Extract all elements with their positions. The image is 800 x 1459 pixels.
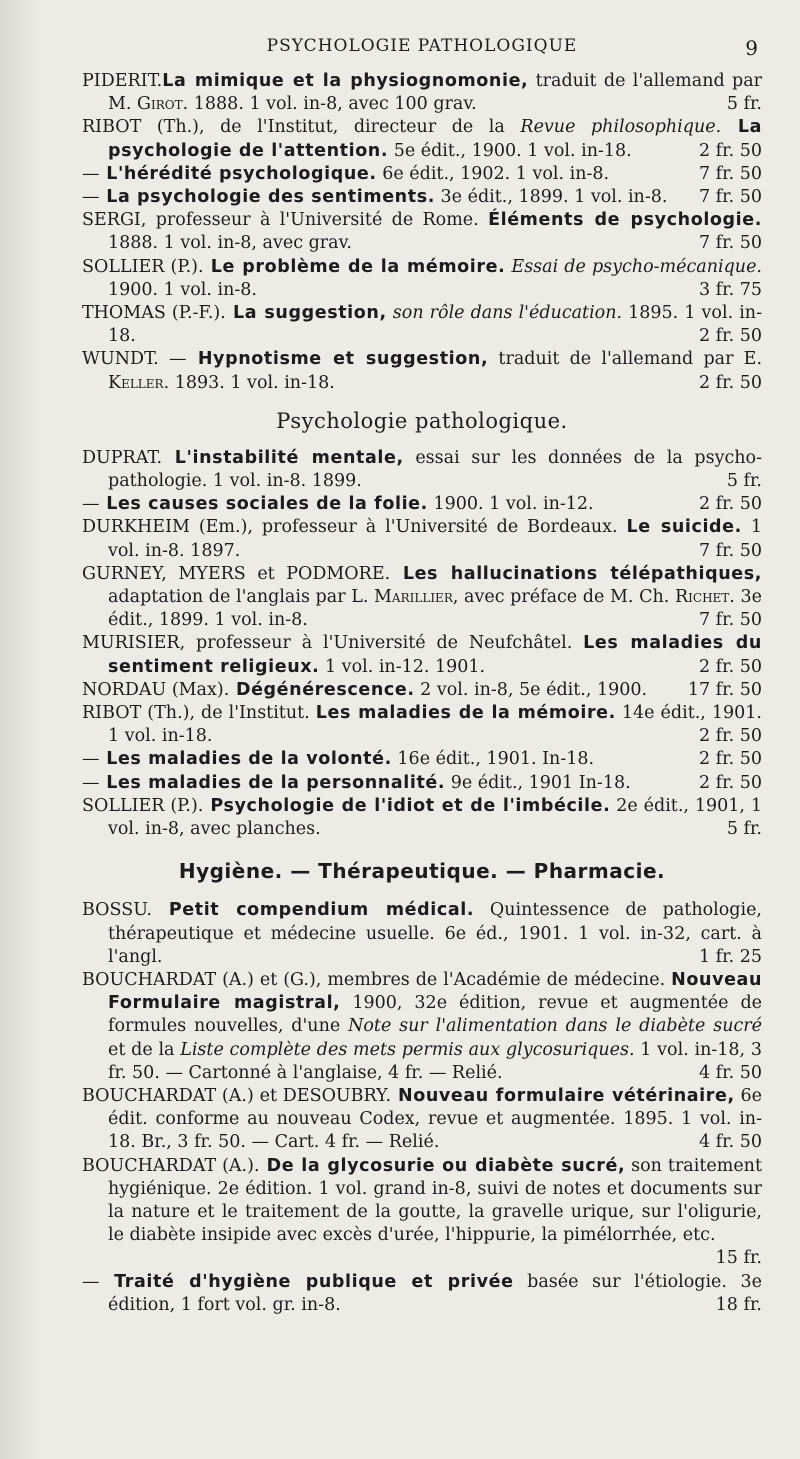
entry-price: 1 fr. 25	[698, 946, 762, 967]
catalogue-entry	[82, 748, 762, 771]
entry-text: 1 vol. in-12. 1901.	[319, 656, 486, 677]
entries-top	[82, 70, 762, 395]
entry-text: traduit de l'allemand par M.	[108, 71, 763, 115]
entry-author: WUNDT. —	[82, 349, 187, 370]
entry-price: 2 fr. 50	[698, 749, 762, 770]
entry-author: SOLLIER (P.).	[82, 256, 204, 277]
entry-title: Petit compendium médical.	[151, 900, 475, 921]
entry-author: —	[82, 494, 100, 515]
catalogue-entry	[82, 679, 762, 702]
entry-title: Les causes sociales de la folie.	[99, 494, 428, 515]
catalogue-entry	[82, 702, 762, 748]
entry-text: son traitement hygiénique. 2e édition. 1 vol. grand in-8, suivi de notes et documents sur la nature et le traitement de la goutte, la gravelle urique, sur l'oligurie, le diabète insipide avec excès d'urée, l'hippurie, la pimélorrhée, etc.	[108, 1155, 762, 1246]
entry-price: 2 fr. 50	[698, 656, 762, 677]
entry-text: professeur à l'Université de Neufchâtel.	[185, 633, 584, 654]
entry-name: Keller	[108, 372, 164, 393]
catalogue-entry	[82, 899, 762, 969]
entry-author: SOLLIER (P.).	[82, 795, 204, 816]
entry-price: 2 fr. 50	[698, 372, 762, 393]
catalogue-entry	[82, 447, 762, 493]
entry-text: professeur à l'Université de Bordeaux.	[252, 517, 627, 538]
catalogue-entry	[82, 772, 762, 795]
entry-price: 2 fr. 50	[698, 494, 762, 515]
entry-price: 5 fr.	[726, 819, 762, 840]
catalogue-entry	[82, 516, 762, 562]
catalogue-entry	[82, 256, 762, 302]
entry-text: . 1888. 1 vol. in-8, avec 100 grav.	[182, 94, 477, 115]
entry-title: Les hallucinations télépathiques,	[390, 563, 762, 584]
section-title-psychologie-pathologique: Psychologie pathologique.	[276, 408, 568, 433]
entry-price: 7 fr. 50	[698, 540, 762, 561]
entry-text: 1 vol. in-18, 3 fr. 50. — Cartonné à l'anglaise, 4 fr. — Relié.	[108, 1039, 762, 1083]
entry-price: 7 fr. 50	[698, 187, 762, 208]
entry-price: 5 fr.	[726, 94, 762, 115]
entry-text: 9e édit., 1901 In-18.	[445, 772, 631, 793]
catalogue-entry	[82, 795, 762, 841]
entry-text: 2e édit., 1901, 1 vol. in-8, avec planches.	[108, 795, 762, 840]
catalogue-entry	[82, 186, 762, 209]
entry-title: Nouveau Formulaire magistral,	[108, 969, 763, 1014]
catalogue-entry	[82, 348, 762, 394]
entry-author: NORDAU (Max).	[82, 679, 230, 700]
entry-text: 6e édit., 1902. 1 vol. in-8.	[376, 163, 610, 184]
entry-author: —	[82, 1271, 100, 1292]
entry-author: PIDERIT.	[82, 71, 163, 91]
entry-text: de l'Institut.	[195, 703, 316, 724]
entry-title: L'instabilité mentale,	[162, 447, 404, 468]
entry-text: 5e édit., 1900. 1 vol. in-18.	[388, 140, 632, 161]
entry-author: BOUCHARDAT (A.) et DESOUBRY.	[82, 1085, 392, 1106]
entry-title: Les maladies du sentiment religieux.	[108, 633, 762, 677]
entry-price: 2 fr. 50	[698, 326, 762, 347]
entry-title: Les maladies de la personnalité.	[99, 772, 446, 793]
entry-author: —	[82, 772, 100, 793]
entry-author: DURKHEIM (Em.),	[82, 517, 253, 538]
entry-author: BOSSU.	[82, 900, 152, 921]
entry-text: de l'Institut, directeur de la	[204, 117, 521, 138]
entry-text: . 1893. 1 vol. in-18.	[163, 372, 335, 393]
entry-text: adaptation de l'anglais par L.	[108, 587, 375, 608]
entry-text: et de la	[108, 1039, 181, 1060]
catalogue-entry	[82, 969, 762, 1085]
entry-author: BOUCHARDAT (A.).	[82, 1155, 260, 1176]
catalogue-entry	[82, 563, 762, 633]
entry-price: 3 fr. 75	[698, 279, 762, 300]
entry-italic: Revue philosophique.	[520, 117, 722, 138]
catalogue-entry	[82, 1155, 762, 1271]
catalogue-entry	[82, 116, 762, 162]
entry-title: Dégénérescence.	[229, 679, 415, 700]
entry-title: Psychologie de l'idiot et de l'imbécile.	[203, 795, 611, 816]
entry-text: 1888. 1 vol. in-8, avec grav.	[108, 233, 352, 254]
entry-text: traduit de l'allemand par E.	[488, 349, 763, 370]
entry-price: 4 fr. 50	[698, 1062, 762, 1083]
entry-text: 1900. 1 vol. in-8.	[108, 279, 257, 300]
entry-text: 14e édit., 1901. 1 vol. in-18.	[108, 703, 762, 747]
entry-title: L'hérédité psychologique.	[99, 163, 377, 184]
entry-author: GURNEY, MYERS et PODMORE.	[82, 563, 391, 584]
catalogue-entry	[82, 209, 762, 255]
entry-author: SERGI,	[82, 210, 147, 231]
entry-name: Marillier	[374, 587, 453, 608]
entry-title: La suggestion,	[225, 303, 387, 324]
entry-author: MURISIER,	[82, 633, 186, 654]
entry-title: Le suicide.	[626, 517, 742, 538]
entry-text: 3e édit., 1899. 1 vol. in-8.	[434, 187, 668, 208]
entry-text: 2 vol. in-8, 5e édit., 1900.	[414, 679, 648, 700]
entry-text: 1 vol. in-8. 1897.	[108, 517, 762, 561]
entry-price: 18 fr.	[715, 1294, 762, 1315]
entry-title: Nouveau formulaire vétérinaire,	[391, 1085, 735, 1106]
entry-price: 7 fr. 50	[698, 163, 762, 184]
catalogue-entry	[82, 632, 762, 678]
entry-text: professeur à l'Université de Rome.	[146, 210, 489, 231]
entry-price: 2 fr. 50	[698, 772, 762, 793]
entry-name: Richet	[674, 587, 730, 608]
entry-author: THOMAS (P.-F.).	[82, 303, 226, 324]
entry-title: La psychologie des sentiments.	[99, 187, 435, 208]
entry-text: essai sur les données de la psycho-pathologie. 1 vol. in-8. 1899.	[108, 447, 762, 492]
entry-author: —	[82, 749, 100, 770]
entry-text: , avec préface de M. Ch.	[452, 587, 675, 608]
catalogue-entry	[82, 302, 762, 348]
entry-title: Les maladies de la mémoire.	[315, 703, 616, 724]
catalogue-entry	[82, 70, 762, 116]
entry-italic: son rôle dans l'éducation.	[386, 303, 623, 324]
entry-title: De la glycosurie ou diabète sucré,	[259, 1155, 626, 1176]
entry-name: Girot	[137, 94, 183, 115]
entry-author: —	[82, 187, 100, 208]
entry-text: 1900. 1 vol. in-12.	[427, 494, 594, 515]
catalogue-entry	[82, 493, 762, 516]
entry-price: 2 fr. 50	[698, 726, 762, 747]
entry-author: RIBOT (Th.),	[82, 703, 196, 724]
entry-author: BOUCHARDAT (A.) et (G.),	[82, 969, 322, 990]
catalogue-entry	[82, 163, 762, 186]
entry-title: Traité d'hygiène publique et privée	[99, 1271, 514, 1292]
entry-price: 7 fr. 50	[698, 610, 762, 631]
entry-price: 15 fr.	[715, 1248, 762, 1269]
page-number: 9	[745, 36, 758, 60]
entry-author: RIBOT (Th.),	[82, 117, 205, 138]
entry-price: 4 fr. 50	[698, 1132, 762, 1153]
entry-price: 7 fr. 50	[698, 233, 762, 254]
entry-title: La mimique et la physiognomonie,	[162, 71, 529, 91]
entry-italic: Liste complète des mets permis aux glycosuriques.	[180, 1039, 635, 1060]
entry-text: 1895. 1 vol. in-18.	[108, 303, 762, 347]
catalogue-entry	[82, 1085, 762, 1155]
entry-title: Éléments de psychologie.	[488, 210, 762, 231]
running-title: PSYCHOLOGIE PATHOLOGIQUE	[266, 36, 578, 56]
entry-italic: Essai de psycho-mécanique.	[505, 256, 762, 277]
entry-title: Les maladies de la volonté.	[99, 749, 392, 770]
entries-mid	[82, 447, 762, 841]
entry-price: 17 fr. 50	[687, 679, 762, 700]
section-title-hygiene: Hygiène. — Thérapeutique. — Pharmacie.	[178, 859, 666, 884]
catalogue-entry	[82, 1271, 762, 1317]
entry-price: 5 fr.	[726, 471, 762, 492]
entry-title: La psychologie de l'attention.	[108, 117, 762, 161]
entry-author: —	[82, 163, 100, 184]
entry-text: . 3e édit., 1899. 1 vol. in-8.	[108, 587, 762, 631]
entry-italic: Note sur l'alimentation dans le diabète sucré	[348, 1016, 762, 1037]
page-header	[82, 36, 762, 66]
entry-title: Le problème de la mémoire.	[203, 256, 506, 277]
entry-text: 6e édit. conforme au nouveau Codex, revue et augmentée. 1895. 1 vol. in-18. Br., 3 fr. 50. — Cart. 4 fr. — Relié.	[108, 1085, 763, 1153]
entry-text: Quintessence de pathologie, thérapeutique et médecine usuelle. 6e éd., 1901. 1 vol. in-32, cart. à l'angl.	[108, 900, 762, 967]
entry-price: 2 fr. 50	[698, 140, 762, 161]
entry-title: Hypnotisme et suggestion,	[186, 349, 489, 370]
entry-text: membres de l'Académie de médecine.	[321, 969, 672, 990]
entry-text: 16e édit., 1901. In-18.	[391, 749, 595, 770]
entries-bottom	[82, 899, 762, 1317]
entry-text: basée sur l'étiologie. 3e édition, 1 fort vol. gr. in-8.	[108, 1271, 763, 1315]
entry-author: DUPRAT.	[82, 447, 163, 468]
entry-text: 1900, 32e édition, revue et augmentée de formules nouvelles, d'une	[108, 993, 763, 1037]
